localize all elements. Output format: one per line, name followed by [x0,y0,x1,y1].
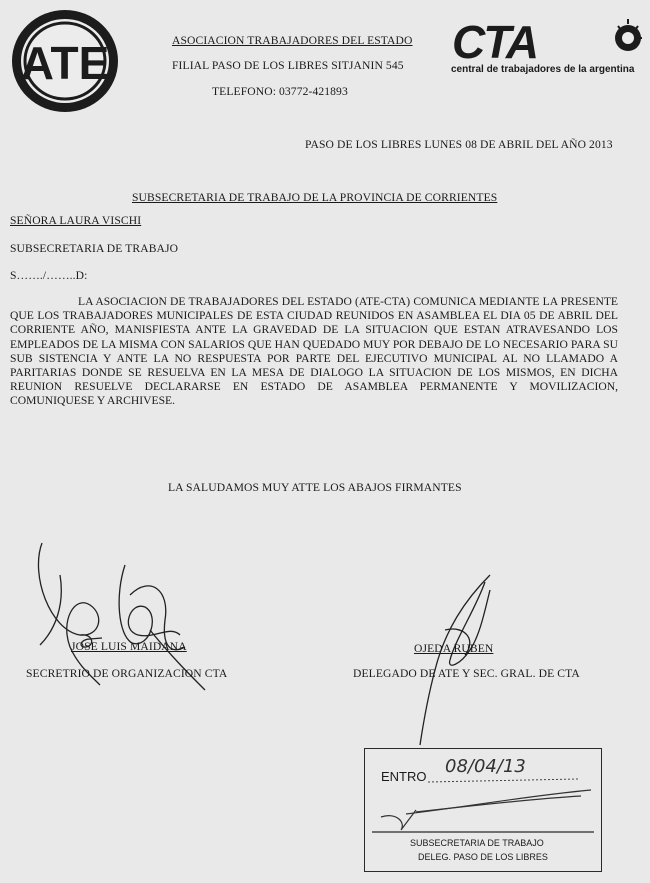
org-name: ASOCIACION TRABAJADORES DEL ESTADO [172,34,413,47]
body-text: LA ASOCIACION DE TRABAJADORES DEL ESTADO (ATE-CTA) COMUNICA MEDIANTE LA PRESENTE QUE LOS TRABAJADORES MUNICIPALES DE ESTA CIUDAD REUNIDOS EN ASAMBLEA EL DIA 05 DE ABRIL DEL CORRIENTE AÑO, MANISFIESTA ANTE LA GRAVEDAD DE LA SITUACION QUE ESTAN ATRAVESANDO LOS EMPLEADOS DE LA MISMA CON SALARIOS QUE HAN QUEDADO MUY POR DEBAJO DE LO NECESARIO PARA SU SUB SISTENCIA Y ANTE LA NO RESPUESTA POR PARTE DEL EJECUTIVO MUNICIPAL AL NO LLAMADO A PARITARIAS DONDE SE RESUELVA EN LA MESA DE DIALOGO LA SITUACION DE LOS MISMOS, EN DICHA REUNION RESUELVE DECLARARSE EN ESTADO DE ASAMBLEA PERMANENTE Y MOVILIZACION, COMUNIQUESE Y ARCHIVESE. [10,295,618,408]
cta-subtitle: central de trabajadores de la argentina [451,64,635,75]
recipient-office: SUBSECRETARIA DE TRABAJO DE LA PROVINCIA DE CORRIENTES [132,191,498,204]
salutation: S……./……..D: [10,269,88,282]
stamp-date: 08/04/13 [445,756,526,777]
stamp-initials [376,782,598,832]
recipient-name: SEÑORA LAURA VISCHI [10,214,142,227]
stamp-office-line2: DELEG. PASO DE LOS LIBRES [418,852,548,862]
closing-line: LA SALUDAMOS MUY ATTE LOS ABAJOS FIRMANTES [168,481,462,494]
ate-logo-text: ATE [20,37,110,89]
branch-address: FILIAL PASO DE LOS LIBRES SITJANIN 545 [172,59,404,72]
recipient-title: SUBSECRETARIA DE TRABAJO [10,242,179,255]
signatory-1-role-text: SECRETRIO DE ORGANIZACION CTA [26,667,228,680]
cta-logo-text: CTA [452,16,538,68]
stamp-label: ENTRO [381,769,427,784]
signature-ojeda [405,570,505,750]
stamp-divider [372,830,594,834]
signatory-2-role: DELEGADO DE ATE Y SEC. GRAL. DE CTA [353,667,580,680]
signatory-1-name: JOSE LUIS MAIDANA [71,640,187,653]
body-paragraph [10,295,618,409]
ate-logo [10,8,120,114]
stamp-office-line1: SUBSECRETARIA DE TRABAJO [410,838,544,848]
date-line: PASO DE LOS LIBRES LUNES 08 DE ABRIL DEL AÑO 2013 [305,138,613,151]
phone-number: TELEFONO: 03772-421893 [212,85,348,98]
signatory-2-name: OJEDA RUBEN [414,642,494,655]
